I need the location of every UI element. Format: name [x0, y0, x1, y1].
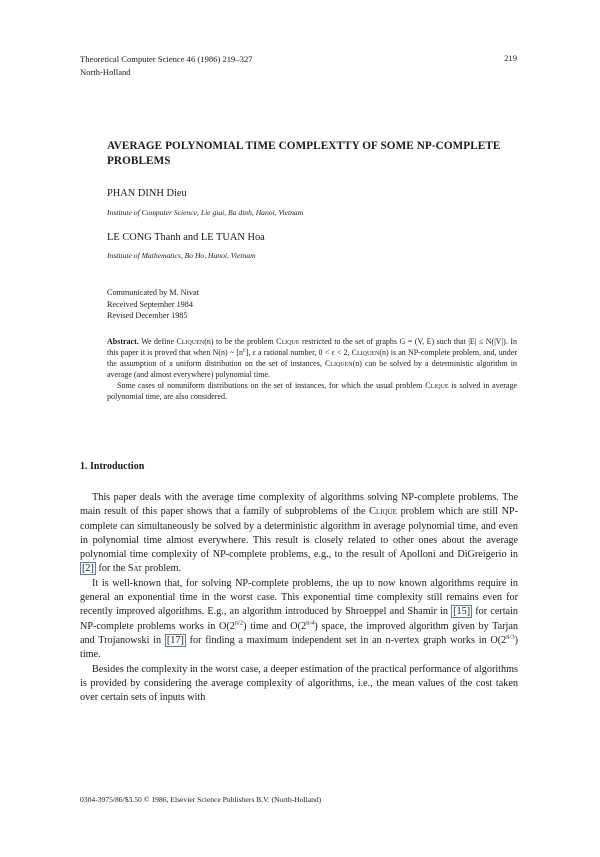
- problem-name: Clique: [276, 337, 300, 346]
- body-text: for certain NP-complete problems works in O(2: [80, 606, 519, 632]
- revised-date: Revised December 1985: [107, 311, 188, 320]
- abstract: [107, 336, 517, 402]
- abstract-paragraph-2: [107, 380, 517, 402]
- abstract-text: restricted to the set of graphs G = (V, E) such that |E| ≤ N(|V|). In this paper it is proved that when N(n) ~ [n: [107, 337, 517, 357]
- abstract-text: We define: [138, 337, 177, 346]
- publisher: North-Holland: [80, 67, 131, 77]
- author-2: LE CONG Thanh and LE TUAN Hoa: [107, 232, 265, 243]
- body-text: for finding a maximum independent set in an n-vertex graph works in O(2: [185, 634, 507, 646]
- page-number: 219: [504, 53, 517, 63]
- problem-name: Clique: [425, 381, 449, 390]
- body-text: This paper deals with the average time complexity of algorithms solving NP-complete problems. The main result of this paper shows that a family of subproblems of the: [80, 492, 518, 518]
- problem-name: Clique: [369, 506, 397, 518]
- body-text: problem which are still NP-complete can simultaneously be solved by a deterministic algorithm in average polynomial time, and even in polynomial time almost everywhere. This result is closely related to other ones about the average polynomial time complexity of NP-complete problems, e.g., to the result of Apolloni and DiGreigerio in: [80, 506, 519, 561]
- abstract-paragraph-1: [107, 336, 517, 380]
- citation-link-2[interactable]: [2]: [82, 563, 94, 575]
- problem-name: Cliquen: [351, 348, 380, 357]
- affiliation-1: Institute of Computer Science, Lie giai, Ba dinh, Hanoi, Vietnam: [107, 208, 304, 217]
- copyright-footer: 0304-3975/86/$3.50 © 1986, Elsevier Science Publishers B.V. (North-Holland): [80, 795, 322, 804]
- received-date: Received September 1984: [107, 299, 193, 309]
- citation-link-15[interactable]: [15]: [453, 606, 471, 618]
- abstract-text: (n) can be solved by a deterministic algorithm in average (and almost everywhere) polynomial time.: [107, 359, 518, 379]
- journal-header: [80, 53, 253, 79]
- affiliation-2: Institute of Mathematics, Bo Ho, Hanoi, Vietnam: [107, 251, 256, 260]
- body-text: ) time and O(2: [243, 620, 307, 632]
- body-paragraph-2: [80, 577, 518, 663]
- body-text: ) space, the improved algorithm given by Tarjan and Trojanowski in: [80, 620, 518, 646]
- body-text: ) time.: [80, 634, 518, 661]
- citation-link-17[interactable]: [17]: [166, 634, 184, 646]
- abstract-label: Abstract.: [107, 337, 139, 346]
- problem-name: Cliquen: [324, 359, 353, 368]
- body-paragraph-1: [80, 491, 518, 577]
- communicated-by: Communicated by M. Nivat: [107, 288, 199, 297]
- body-paragraph-3: Besides the complexity in the worst case, a deeper estimation of the practical performance of algorithms is provided by considering the average complexity of algorithms, i.e., the mean values of the cost taken over certain sets of inputs with: [80, 663, 518, 704]
- submission-info: [107, 287, 199, 322]
- abstract-text: Some cases of nonuniform distributions on the set of instances, for which the usual problem: [117, 381, 426, 390]
- problem-name: Cliquen: [176, 337, 205, 346]
- author-1: PHAN DINH Dieu: [107, 188, 187, 199]
- body-text: It is well-known that, for solving NP-complete problems, the up to now known algorithms require in general an exponential time in the worst case. This exponential time complexity still remains even for recently improved algorithms. E.g., an algorithm introduced by Shroeppel and Shamir in: [80, 577, 518, 618]
- superscript: n/4: [306, 619, 315, 627]
- superscript: ε: [243, 346, 246, 354]
- abstract-text: is solved in average polynomial time, are also considered.: [107, 381, 518, 401]
- superscript: n/3: [506, 633, 515, 641]
- section-body: [80, 491, 518, 705]
- body-text: problem.: [142, 563, 182, 575]
- problem-name: Sat: [127, 563, 143, 575]
- superscript: n/2: [234, 619, 244, 627]
- abstract-text: ], ε a rational number, 0 < ε < 2,: [245, 348, 352, 357]
- section-heading: 1. Introduction: [80, 461, 145, 472]
- paper-title: AVERAGE POLYNOMIAL TIME COMPLEXTTY OF SOME NP-COMPLETE PROBLEMS: [107, 140, 501, 167]
- journal-citation: Theoretical Computer Science 46 (1986) 219–327: [80, 54, 253, 64]
- abstract-text: (n) to be the problem: [204, 337, 277, 346]
- body-text: for the: [95, 563, 128, 575]
- abstract-text: (n) is an NP-complete problem, and, under the assumption of a uniform distribution on the set of instances,: [107, 348, 517, 368]
